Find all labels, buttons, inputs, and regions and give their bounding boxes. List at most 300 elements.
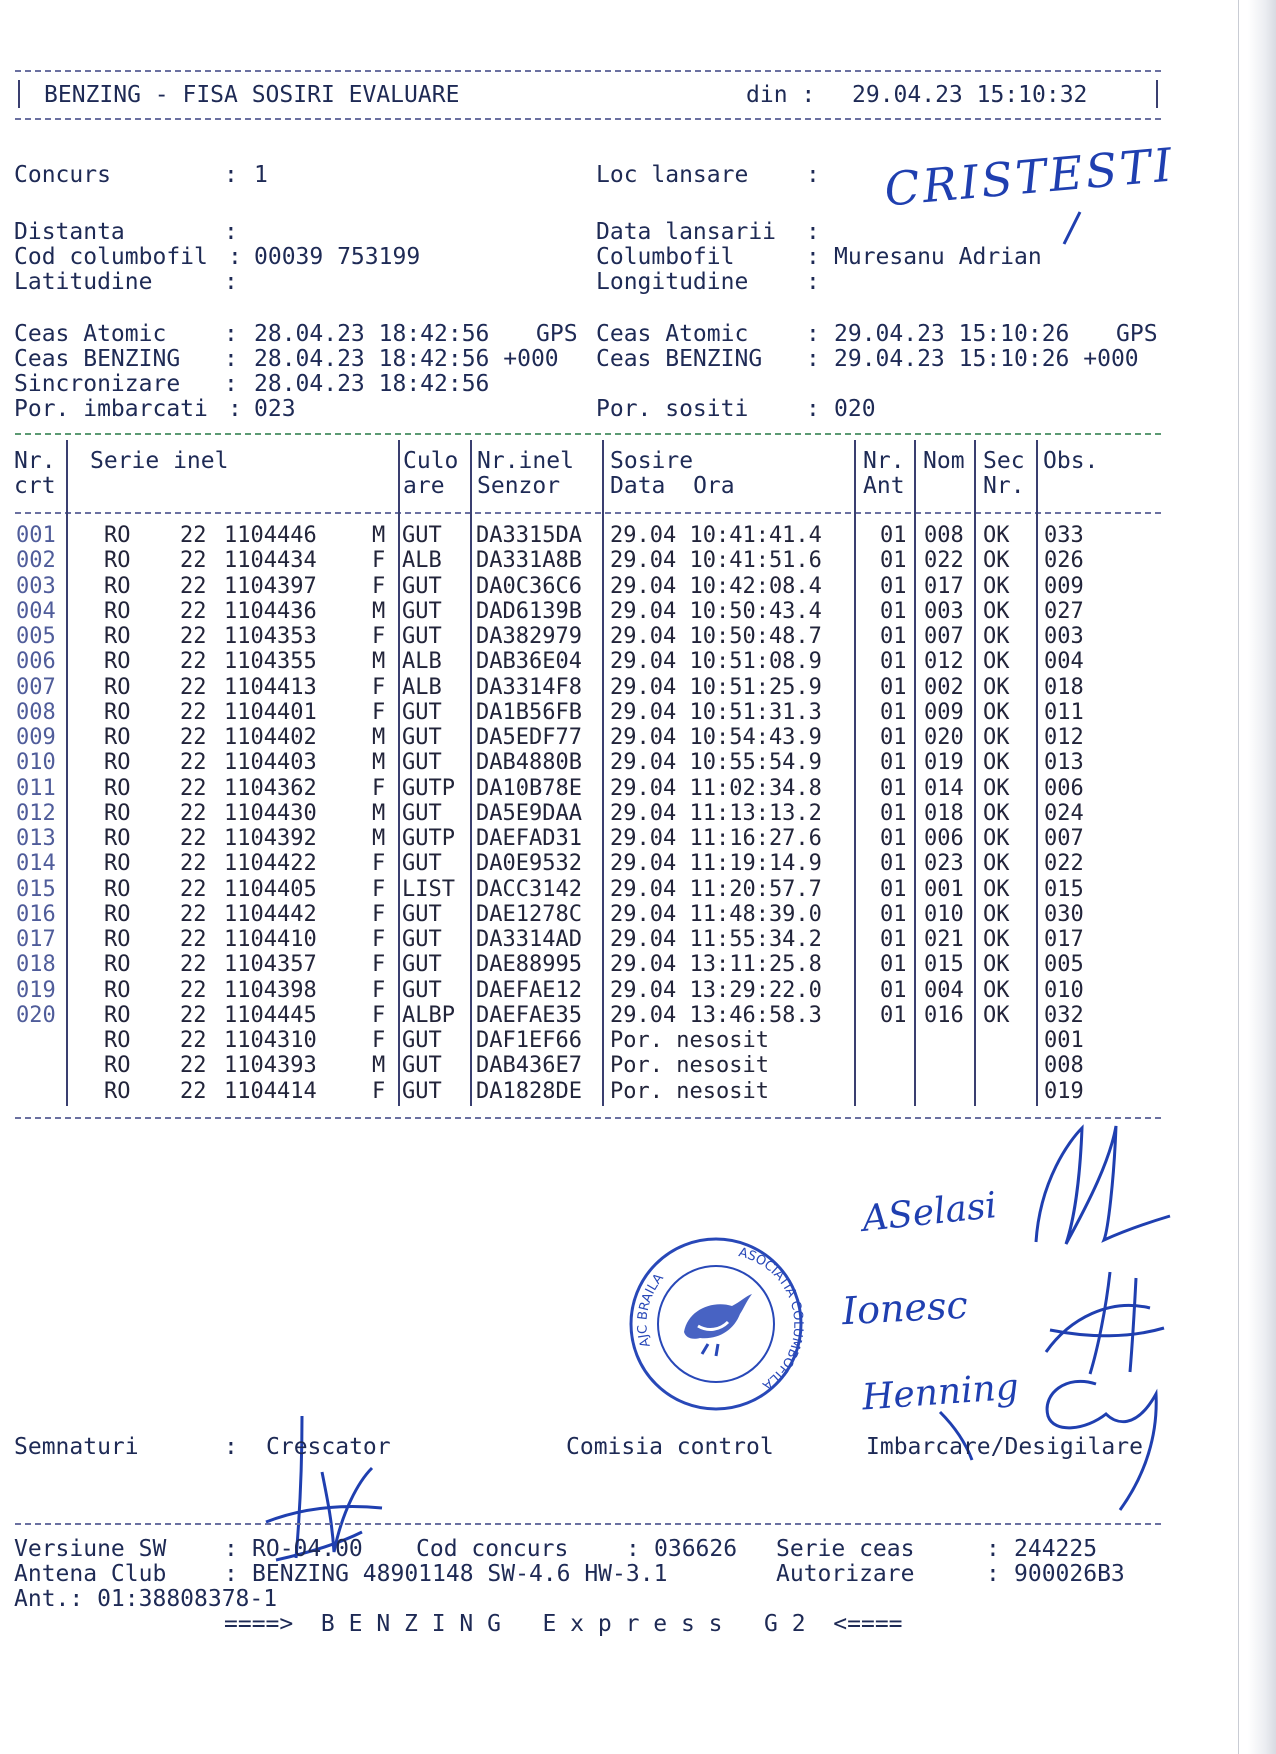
cell-obs: 013 xyxy=(1044,750,1084,776)
cell-nr: 005 xyxy=(16,624,56,649)
cell-obs: 009 xyxy=(1044,573,1084,599)
data-lansarii-label: Data lansarii xyxy=(596,219,777,245)
cell-sec: OK xyxy=(983,851,1010,877)
cell-nom: 014 xyxy=(924,775,964,801)
cell-sensor: DAE1278C xyxy=(476,901,582,927)
cell-sec: OK xyxy=(983,674,1010,700)
cell-col: GUT xyxy=(402,901,442,927)
cell-nom: 019 xyxy=(924,750,964,776)
table-row xyxy=(0,1028,1160,1053)
cell-ring: 1104398 xyxy=(224,977,317,1003)
cell-arr: 29.04 10:50:48.7 xyxy=(610,624,822,649)
cell-arr: 29.04 10:54:43.9 xyxy=(610,725,822,750)
cell-sensor: DAEFAE35 xyxy=(476,1002,582,1028)
cell-obs: 022 xyxy=(1044,851,1084,877)
ceas-benzing-right-label: Ceas BENZING xyxy=(596,346,763,372)
cell-nom: 002 xyxy=(924,674,964,700)
cell-yr: 22 xyxy=(180,523,207,548)
cell-ring: 1104434 xyxy=(224,548,317,574)
ceas-benzing-left-value: 28.04.23 18:42:56 +000 xyxy=(254,346,559,372)
header-left-border xyxy=(18,80,20,108)
loc-lansare-handwritten: CRISTESTI xyxy=(882,137,1177,217)
colon: : xyxy=(806,219,820,245)
cell-nom: 003 xyxy=(924,598,964,624)
cell-sex: M xyxy=(372,800,386,826)
document-title: BENZING - FISA SOSIRI EVALUARE xyxy=(44,82,460,108)
cell-nom: 012 xyxy=(924,649,964,675)
colon: : xyxy=(986,1536,1000,1562)
cell-arr: 29.04 11:02:34.8 xyxy=(610,775,822,801)
cell-arr: 29.04 11:48:39.0 xyxy=(610,901,822,927)
table-row xyxy=(0,700,1160,725)
columbofil-value: Muresanu Adrian xyxy=(834,244,1042,270)
cell-sex: F xyxy=(372,573,386,599)
table-row xyxy=(0,1079,1160,1104)
cell-cc: RO xyxy=(104,674,131,700)
sincronizare-value: 28.04.23 18:42:56 xyxy=(254,371,490,397)
latitudine-label: Latitudine xyxy=(14,269,153,295)
cell-sec: OK xyxy=(983,876,1010,902)
cell-yr: 22 xyxy=(180,674,207,700)
cell-sec: OK xyxy=(983,901,1010,927)
cell-arr: Por. nesosit xyxy=(610,1053,769,1079)
cell-sensor: DA10B78E xyxy=(476,775,582,801)
cell-nr: 010 xyxy=(16,750,56,776)
cell-nr: 009 xyxy=(16,725,56,750)
cell-ring: 1104410 xyxy=(224,927,317,952)
colon: : xyxy=(806,396,820,422)
club-stamp xyxy=(628,1236,804,1412)
cell-col: GUT xyxy=(402,1028,442,1053)
cell-obs: 027 xyxy=(1044,598,1084,624)
cell-col: GUT xyxy=(402,699,442,725)
cell-nom: 016 xyxy=(924,1002,964,1028)
cell-sensor: DAD6139B xyxy=(476,598,582,624)
cell-cc: RO xyxy=(104,977,131,1003)
cell-ant: 01 xyxy=(880,901,907,927)
signature-scribble-1 xyxy=(1030,1120,1180,1250)
cell-ring: 1104405 xyxy=(224,876,317,902)
cell-arr: 29.04 10:51:31.3 xyxy=(610,699,822,725)
cell-sec: OK xyxy=(983,598,1010,624)
cell-ant: 01 xyxy=(880,523,907,548)
cell-cc: RO xyxy=(104,1053,131,1079)
cell-arr: 29.04 13:29:22.0 xyxy=(610,977,822,1003)
colon: : xyxy=(224,346,238,372)
serie-ceas-value: 244225 xyxy=(1014,1536,1098,1562)
signature-scribble-2 xyxy=(1040,1268,1170,1378)
cell-ring: 1104413 xyxy=(224,674,317,700)
cell-cc: RO xyxy=(104,699,131,725)
gps-left: GPS xyxy=(536,321,578,347)
cell-col: GUT xyxy=(402,851,442,877)
cell-cc: RO xyxy=(104,548,131,574)
loc-lansare-label: Loc lansare xyxy=(596,162,749,188)
cell-ring: 1104430 xyxy=(224,800,317,826)
cell-sex: F xyxy=(372,901,386,927)
cell-ant: 01 xyxy=(880,1002,907,1028)
cell-sensor: DA382979 xyxy=(476,624,582,649)
versiune-value: RO-04.00 xyxy=(252,1536,363,1562)
cell-sensor: DAE88995 xyxy=(476,952,582,978)
cell-ant: 01 xyxy=(880,624,907,649)
cell-nr: 020 xyxy=(16,1002,56,1028)
cell-ant: 01 xyxy=(880,800,907,826)
cell-nr: 012 xyxy=(16,800,56,826)
cell-cc: RO xyxy=(104,523,131,548)
cell-arr: Por. nesosit xyxy=(610,1078,769,1104)
cell-nr: 004 xyxy=(16,598,56,624)
cell-sex: F xyxy=(372,952,386,978)
cell-ant: 01 xyxy=(880,573,907,599)
cell-yr: 22 xyxy=(180,775,207,801)
colon: : xyxy=(224,219,238,245)
cell-col: LIST xyxy=(402,876,455,902)
table-header-separator xyxy=(15,512,1161,514)
cell-obs: 033 xyxy=(1044,523,1084,548)
cell-sex: M xyxy=(372,1053,386,1079)
cell-ring: 1104392 xyxy=(224,826,317,851)
cell-sex: M xyxy=(372,826,386,851)
cell-sex: F xyxy=(372,851,386,877)
cell-sensor: DAB4880B xyxy=(476,750,582,776)
cell-sex: F xyxy=(372,1028,386,1053)
cell-obs: 011 xyxy=(1044,699,1084,725)
cell-ant: 01 xyxy=(880,826,907,851)
cell-yr: 22 xyxy=(180,699,207,725)
cell-cc: RO xyxy=(104,598,131,624)
cell-sec: OK xyxy=(983,952,1010,978)
cell-col: GUT xyxy=(402,750,442,776)
cell-arr: 29.04 13:46:58.3 xyxy=(610,1002,822,1028)
cell-col: GUTP xyxy=(402,826,455,851)
cell-nr: 011 xyxy=(16,775,56,801)
timestamp-value: 29.04.23 15:10:32 xyxy=(852,82,1088,108)
cell-sex: F xyxy=(372,1002,386,1028)
cell-yr: 22 xyxy=(180,548,207,574)
cell-ant: 01 xyxy=(880,927,907,952)
cell-obs: 018 xyxy=(1044,674,1084,700)
cell-sex: F xyxy=(372,548,386,574)
cell-sex: M xyxy=(372,725,386,750)
antena-label: Antena Club xyxy=(14,1561,167,1587)
cell-sex: M xyxy=(372,523,386,548)
cell-arr: 29.04 10:41:51.6 xyxy=(610,548,822,574)
signature-name-3: Henning xyxy=(860,1366,1021,1419)
col-header-inel-1: Nr.inel xyxy=(477,448,574,474)
col-header-serie: Serie inel xyxy=(90,448,229,474)
cell-nom: 020 xyxy=(924,725,964,750)
cell-yr: 22 xyxy=(180,901,207,927)
table-row xyxy=(0,952,1160,977)
cell-cc: RO xyxy=(104,851,131,877)
cell-nr: 006 xyxy=(16,649,56,675)
autorizare-value: 900026B3 xyxy=(1014,1561,1125,1587)
cell-sensor: DA1828DE xyxy=(476,1078,582,1104)
header-top-border xyxy=(15,70,1161,72)
cell-sensor: DAEFAE12 xyxy=(476,977,582,1003)
cell-sec: OK xyxy=(983,977,1010,1003)
cell-sensor: DA0E9532 xyxy=(476,851,582,877)
ceas-benzing-right-value: 29.04.23 15:10:26 +000 xyxy=(834,346,1139,372)
ceas-atomic-right-label: Ceas Atomic xyxy=(596,321,749,347)
colon: : xyxy=(224,321,238,347)
cell-nr: 018 xyxy=(16,952,56,978)
cell-arr: 29.04 11:13:13.2 xyxy=(610,800,822,826)
cell-nr: 003 xyxy=(16,573,56,599)
cell-yr: 22 xyxy=(180,800,207,826)
cell-nr: 007 xyxy=(16,674,56,700)
cell-cc: RO xyxy=(104,573,131,599)
cell-cc: RO xyxy=(104,649,131,675)
cell-yr: 22 xyxy=(180,1002,207,1028)
cell-arr: 29.04 11:20:57.7 xyxy=(610,876,822,902)
cell-obs: 006 xyxy=(1044,775,1084,801)
cell-cc: RO xyxy=(104,800,131,826)
comisia-label: Comisia control xyxy=(566,1434,774,1460)
cell-nom: 018 xyxy=(924,800,964,826)
cell-yr: 22 xyxy=(180,1053,207,1079)
cell-cc: RO xyxy=(104,624,131,649)
cell-nom: 007 xyxy=(924,624,964,649)
cell-nom: 015 xyxy=(924,952,964,978)
cod-columbofil-value: 00039 753199 xyxy=(254,244,421,270)
table-row xyxy=(0,523,1160,548)
cell-obs: 010 xyxy=(1044,977,1084,1003)
cell-sec: OK xyxy=(983,523,1010,548)
cell-sensor: DA3314AD xyxy=(476,927,582,952)
cell-ant: 01 xyxy=(880,598,907,624)
table-top-border xyxy=(15,433,1161,435)
col-header-nom: Nom xyxy=(923,448,965,474)
col-header-obs: Obs. xyxy=(1043,448,1099,474)
ceas-atomic-right-value: 29.04.23 15:10:26 xyxy=(834,321,1070,347)
cell-sex: F xyxy=(372,674,386,700)
cell-ring: 1104442 xyxy=(224,901,317,927)
cell-sex: F xyxy=(372,876,386,902)
table-row xyxy=(0,725,1160,750)
col-header-sosire-2: Data Ora xyxy=(610,473,735,499)
table-row xyxy=(0,927,1160,952)
cell-sex: M xyxy=(372,649,386,675)
table-row xyxy=(0,851,1160,876)
cell-ant: 01 xyxy=(880,775,907,801)
cell-ant: 01 xyxy=(880,750,907,776)
concurs-value: 1 xyxy=(254,162,268,188)
cell-yr: 22 xyxy=(180,725,207,750)
cell-nom: 006 xyxy=(924,826,964,851)
cell-col: GUT xyxy=(402,1078,442,1104)
header-bottom-border xyxy=(15,118,1161,120)
cell-nr: 015 xyxy=(16,876,56,902)
cell-sec: OK xyxy=(983,573,1010,599)
cell-obs: 015 xyxy=(1044,876,1084,902)
table-row xyxy=(0,826,1160,851)
cell-sec: OK xyxy=(983,927,1010,952)
cell-cc: RO xyxy=(104,901,131,927)
cell-col: GUT xyxy=(402,624,442,649)
cell-cc: RO xyxy=(104,725,131,750)
table-row xyxy=(0,801,1160,826)
colon: : xyxy=(228,396,242,422)
cell-col: GUTP xyxy=(402,775,455,801)
cell-nom: 001 xyxy=(924,876,964,902)
cell-ring: 1104393 xyxy=(224,1053,317,1079)
cell-cc: RO xyxy=(104,952,131,978)
cell-ring: 1104436 xyxy=(224,598,317,624)
cell-ring: 1104362 xyxy=(224,775,317,801)
cell-yr: 22 xyxy=(180,977,207,1003)
col-header-ant-1: Nr. xyxy=(863,448,905,474)
cell-col: ALB xyxy=(402,649,442,675)
cell-cc: RO xyxy=(104,1078,131,1104)
colon: : xyxy=(806,321,820,347)
imbarcati-value: 023 xyxy=(254,396,296,422)
cell-ring: 1104446 xyxy=(224,523,317,548)
cell-obs: 007 xyxy=(1044,826,1084,851)
cell-col: ALBP xyxy=(402,1002,455,1028)
cell-yr: 22 xyxy=(180,649,207,675)
cell-nom: 021 xyxy=(924,927,964,952)
cell-yr: 22 xyxy=(180,624,207,649)
table-row xyxy=(0,978,1160,1003)
antena-value: BENZING 48901148 SW-4.6 HW-3.1 xyxy=(252,1561,668,1587)
cell-nom: 010 xyxy=(924,901,964,927)
cell-nr: 008 xyxy=(16,699,56,725)
colon: : xyxy=(224,1561,238,1587)
cell-arr: 29.04 10:41:41.4 xyxy=(610,523,822,548)
table-row xyxy=(0,776,1160,801)
cell-ant: 01 xyxy=(880,952,907,978)
cod-concurs-label: Cod concurs xyxy=(416,1536,569,1562)
cell-obs: 001 xyxy=(1044,1028,1084,1053)
crescator-label: Crescator xyxy=(266,1434,391,1460)
cell-sec: OK xyxy=(983,1002,1010,1028)
colon: : xyxy=(986,1561,1000,1587)
cell-arr: 29.04 10:50:43.4 xyxy=(610,598,822,624)
cell-arr: 29.04 11:19:14.9 xyxy=(610,851,822,877)
cell-ant: 01 xyxy=(880,649,907,675)
col-header-sec-2: Nr. xyxy=(983,473,1025,499)
cell-yr: 22 xyxy=(180,876,207,902)
cell-sec: OK xyxy=(983,624,1010,649)
table-row xyxy=(0,1053,1160,1078)
cell-cc: RO xyxy=(104,876,131,902)
cell-ring: 1104310 xyxy=(224,1028,317,1053)
cell-ring: 1104422 xyxy=(224,851,317,877)
cell-col: GUT xyxy=(402,977,442,1003)
cell-ant: 01 xyxy=(880,977,907,1003)
table-row xyxy=(0,675,1160,700)
cell-nom: 023 xyxy=(924,851,964,877)
cell-sensor: DAEFAD31 xyxy=(476,826,582,851)
cell-sex: M xyxy=(372,598,386,624)
cell-ring: 1104353 xyxy=(224,624,317,649)
header-right-border xyxy=(1156,80,1158,108)
cell-col: GUT xyxy=(402,800,442,826)
cell-ant: 01 xyxy=(880,674,907,700)
cell-ring: 1104401 xyxy=(224,699,317,725)
cell-nr: 016 xyxy=(16,901,56,927)
cell-nom: 022 xyxy=(924,548,964,574)
cell-col: GUT xyxy=(402,952,442,978)
autorizare-label: Autorizare xyxy=(776,1561,915,1587)
longitudine-label: Longitudine xyxy=(596,269,749,295)
cell-yr: 22 xyxy=(180,851,207,877)
cell-arr: 29.04 10:51:08.9 xyxy=(610,649,822,675)
cell-ant: 01 xyxy=(880,876,907,902)
stamp-text-top: AJC BRAILA xyxy=(635,1271,667,1349)
cell-obs: 032 xyxy=(1044,1002,1084,1028)
col-header-ant-2: Ant xyxy=(863,473,905,499)
cell-sex: F xyxy=(372,624,386,649)
cell-cc: RO xyxy=(104,927,131,952)
cell-sec: OK xyxy=(983,826,1010,851)
cell-obs: 004 xyxy=(1044,649,1084,675)
cell-nom: 009 xyxy=(924,699,964,725)
cell-obs: 024 xyxy=(1044,800,1084,826)
cell-col: GUT xyxy=(402,598,442,624)
cell-sec: OK xyxy=(983,800,1010,826)
cell-arr: 29.04 13:11:25.8 xyxy=(610,952,822,978)
cell-yr: 22 xyxy=(180,750,207,776)
cell-cc: RO xyxy=(104,775,131,801)
cod-concurs-value: 036626 xyxy=(654,1536,738,1562)
cell-sex: F xyxy=(372,977,386,1003)
cell-nom: 008 xyxy=(924,523,964,548)
gps-right: GPS xyxy=(1116,321,1158,347)
cell-yr: 22 xyxy=(180,952,207,978)
cell-sex: F xyxy=(372,927,386,952)
cell-sensor: DA5E9DAA xyxy=(476,800,582,826)
cell-cc: RO xyxy=(104,1028,131,1053)
cell-ant: 01 xyxy=(880,725,907,750)
colon: : xyxy=(224,1434,238,1460)
cell-sec: OK xyxy=(983,725,1010,750)
cell-arr: Por. nesosit xyxy=(610,1028,769,1053)
cell-sec: OK xyxy=(983,775,1010,801)
cell-sensor: DA0C36C6 xyxy=(476,573,582,599)
cell-nr: 014 xyxy=(16,851,56,877)
cell-sensor: DACC3142 xyxy=(476,876,582,902)
ceas-atomic-label: Ceas Atomic xyxy=(14,321,167,347)
cell-yr: 22 xyxy=(180,598,207,624)
timestamp-label: din : xyxy=(746,82,816,108)
colon: : xyxy=(806,269,820,295)
cell-sensor: DAB36E04 xyxy=(476,649,582,675)
colon: : xyxy=(224,1536,238,1562)
table-row xyxy=(0,574,1160,599)
sincronizare-label: Sincronizare xyxy=(14,371,181,397)
cell-col: ALB xyxy=(402,548,442,574)
cell-obs: 017 xyxy=(1044,927,1084,952)
table-row xyxy=(0,750,1160,775)
cell-sensor: DA3314F8 xyxy=(476,674,582,700)
cell-arr: 29.04 11:55:34.2 xyxy=(610,927,822,952)
cell-arr: 29.04 10:42:08.4 xyxy=(610,573,822,599)
cell-nom: 017 xyxy=(924,573,964,599)
cell-sensor: DA5EDF77 xyxy=(476,725,582,750)
cell-obs: 026 xyxy=(1044,548,1084,574)
cell-ring: 1104445 xyxy=(224,1002,317,1028)
cell-obs: 005 xyxy=(1044,952,1084,978)
cell-sec: OK xyxy=(983,548,1010,574)
stamp-text-right: ASOCIATIA COLUMBOFILA xyxy=(736,1245,806,1393)
concurs-label: Concurs xyxy=(14,162,111,188)
cell-cc: RO xyxy=(104,1002,131,1028)
cell-sensor: DA331A8B xyxy=(476,548,582,574)
cell-ant: 01 xyxy=(880,699,907,725)
